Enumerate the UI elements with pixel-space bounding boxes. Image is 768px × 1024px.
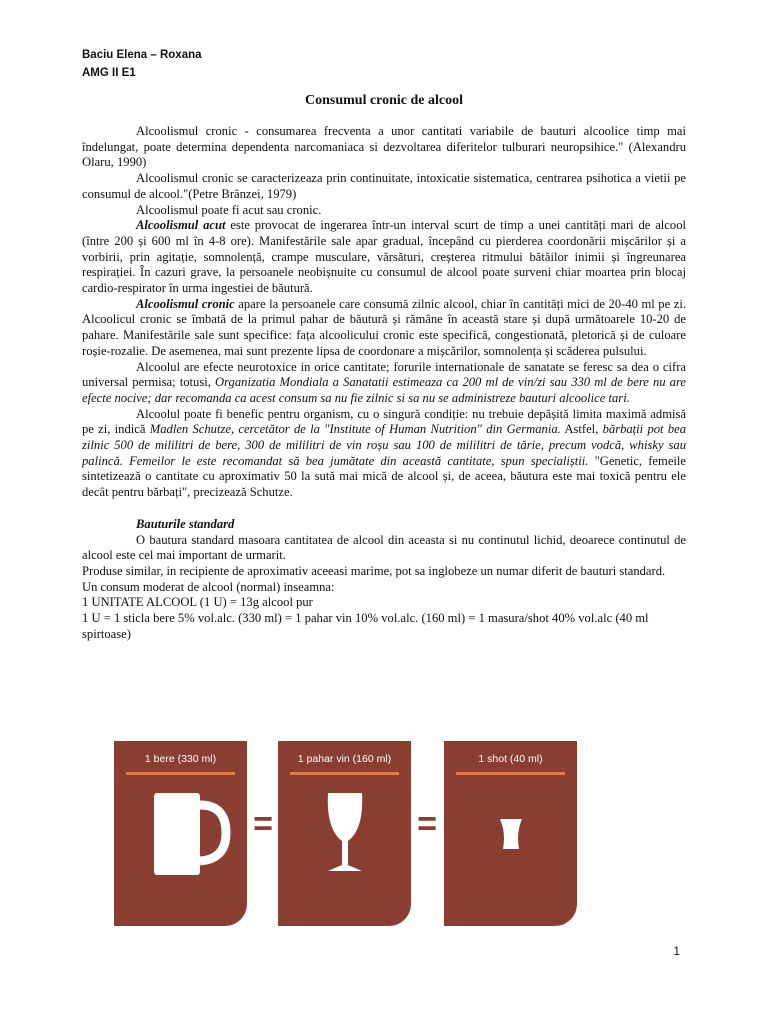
- oms-estimate: Organizatia Mondiala a Sanatatii estimeaza ca 200 ml de vin/zi sau 330 ml de bere nu are efecte nocive; dar recomanda ca acest consum sa nu fie zilnic si sa nu se administreze bauturi alcoolice tari.: [82, 375, 686, 405]
- benefit-text-c: Astfel,: [560, 422, 603, 437]
- benefit-text-a: Alcoolul poate fi benefic pentru organism, cu o singură condiție: nu trebuie depășită limita maximă admisă pe zi, indică: [82, 406, 686, 437]
- paragraph-similar: Produse similar, in recipiente de aproximativ aceeasi marime, pot sa inglobeze un numar diferit de bauturi standard.: [82, 563, 666, 578]
- paragraph-3: Alcoolismul poate fi acut sau cronic.: [136, 202, 322, 217]
- group-code: AMG II E1: [82, 67, 136, 79]
- paragraph-benefit: [82, 407, 686, 501]
- benefit-source: Madlen Schutze, cercetător de la "Institute of Human Nutrition" din Germania.: [149, 422, 561, 437]
- paragraph-1: Alcoolismul cronic - consumarea frecventa a unor cantitati variabile de bauturi alcoolice timp mai îndelungat, poate determina dependenta narcomaniaca si dezvoltarea diferitelor tulburari neuropsihice." (Alexandru Olaru, 1990): [82, 124, 686, 170]
- beer-mug-icon: [114, 741, 247, 926]
- term-acute: Alcoolismul acut: [136, 218, 226, 233]
- unit-definition: 1 UNITATE ALCOOL (1 U) = 13g alcool pur: [82, 595, 313, 610]
- author-name: Baciu Elena – Roxana: [82, 49, 202, 61]
- paragraph-moderate: Un consum moderat de alcool (normal) inseamna:: [82, 579, 335, 594]
- panel-beer: [114, 741, 247, 926]
- chronic-text: apare la persoanele care consumă zilnic alcool, chiar în cantități mici de 20-40 ml pe zi. Alcoolicul cronic se îmbată de la primul pahar de băutură și rămâne în această stare și după următoarele 10-20 de pahare. Manifestările sale sunt specifice: fața alcoolicului cronic este specifică, congestionată, pletorică și de culoare roșie-rozalie. De asemenea, mai sunt prezente lipsa de coordonare a mișcărilor, somnolența și scăderea pulsului.: [82, 296, 686, 358]
- benefit-recommendation: bărbații pot bea zilnic 500 de mililitri de bere, 300 de mililitri de vin roșu sau 100 de mililitri de tărie, precum vodcă, whisky sau palincă. Femeilor le este recomandat să bea jumătate din această cantitate, spun specialiștii.: [82, 422, 687, 468]
- panel-shot: [444, 741, 577, 926]
- neurotoxic-text: Alcoolul are efecte neurotoxice in orice cantitate; forurile internationale de sanatate se feresc sa dea o cifra universal permisa; totusi,: [82, 359, 686, 390]
- panel-label: 1 bere (330 ml): [144, 753, 217, 765]
- paragraph-standard: O bautura standard masoara cantitatea de alcool din aceasta si nu continutul lichid, deoarece continutul de alcool este cel mai important de urmarit.: [82, 532, 686, 563]
- acute-text: este provocat de ingerarea într-un interval scurt de timp a unei cantități mari de alcool (între 200 și 600 ml în 4-8 ore). Manifestările sale apar gradual, începând cu pierderea coordonării mișcărilor și a vorbirii, prin agitație, somnolență, crampe musculare, vărsături, creșterea ritmului bătăilor inimii și îngreunarea respirației. În cazuri grave, la persoanele neobișnuite cu consumul de alcool poate surveni chiar moartea prin blocaj cardio-respirator în urma ingestiei de băutură.: [82, 218, 686, 296]
- panel-label: 1 shot (40 ml): [478, 753, 543, 765]
- section-title: Bauturile standard: [136, 516, 235, 531]
- paragraph-chronic: [82, 297, 686, 360]
- paragraph-2: Alcoolismul cronic se caracterizeaza prin continuitate, intoxicatie sistematica, centrarea psihotica a vietii pe consumul de alcool."(Petre Brânzei, 1979): [82, 171, 686, 201]
- document-body: [82, 124, 686, 643]
- panel-wine: [278, 741, 411, 926]
- equals-sign: =: [417, 805, 437, 843]
- shot-glass-icon: [444, 741, 577, 926]
- term-chronic: Alcoolismul cronic: [136, 296, 235, 311]
- header: [82, 46, 202, 82]
- equals-sign: =: [253, 805, 273, 843]
- paragraph-neurotoxic: [82, 360, 686, 407]
- wine-glass-icon: [278, 741, 411, 926]
- unit-equivalence: 1 U = 1 sticla bere 5% vol.alc. (330 ml) = 1 pahar vin 10% vol.alc. (160 ml) = 1 masura/shot 40% vol.alc (40 ml spirtoase): [82, 611, 649, 641]
- document-title: Consumul cronic de alcool: [304, 93, 464, 108]
- standard-drinks-figure: [114, 741, 644, 926]
- benefit-quote: "Genetic, femeile sintetizează o cantitate cu aproximativ 50 la sută mai mică de alcool și, de aceea, băutura este mai toxică pentru ele decât pentru bărbați", precizează Schutze.: [82, 453, 686, 500]
- page-number: 1: [673, 944, 680, 958]
- paragraph-acute: [82, 218, 686, 297]
- panel-label: 1 pahar vin (160 ml): [297, 753, 392, 765]
